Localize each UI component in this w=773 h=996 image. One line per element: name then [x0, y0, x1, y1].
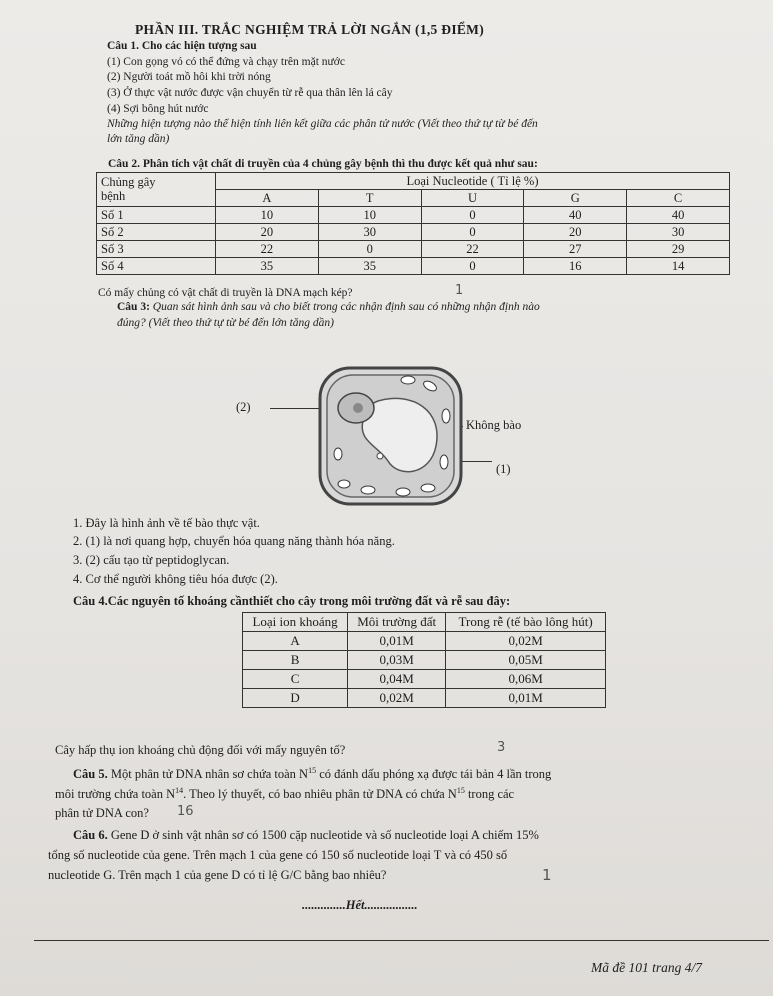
q4-handwritten-answer: 3	[497, 740, 506, 755]
q2-table	[96, 172, 730, 275]
q2-cell: 10	[216, 207, 319, 224]
q2-col-header: U	[421, 190, 524, 207]
table-row	[97, 241, 730, 258]
q2-cell: 10	[318, 207, 421, 224]
fig-pointer-2	[270, 408, 325, 409]
q1-item-1: (1) Con gọng vó có thể đứng và chạy trên mặt nước	[107, 56, 345, 68]
q2-cell: 22	[216, 241, 319, 258]
table-row	[243, 670, 606, 689]
q4-cell: 0,05M	[446, 651, 606, 670]
q5-line1-b: có đánh dấu phóng xạ được tái bản 4 lần trong	[316, 767, 552, 782]
q4-cell: 0,01M	[446, 689, 606, 708]
footer-page-code: Mã đề 101 trang 4/7	[591, 960, 702, 975]
q4-cell: D	[243, 689, 348, 708]
plant-cell-illustration	[318, 366, 463, 506]
q5-line3: phân tử DNA con?	[55, 806, 149, 820]
q4-header-row	[243, 613, 606, 632]
q2-cell: 30	[627, 224, 730, 241]
table-row	[97, 207, 730, 224]
q3-line2: đúng? (Viết theo thứ tự từ bé đến lớn tăng dần)	[117, 317, 335, 329]
q3-statement-2: 2. (1) là nơi quang hợp, chuyển hóa quang năng thành hóa năng.	[73, 534, 395, 548]
q2-cell: 27	[524, 241, 627, 258]
q2-cell: 40	[627, 207, 730, 224]
q2-cell: 35	[216, 258, 319, 275]
q6-line2: tổng số nucleotide của gene. Trên mạch 1 của gene có 150 số nucleotide loại T và có 450 số	[48, 848, 508, 862]
q6-line3: nucleotide G. Trên mạch 1 của gene D có tỉ lệ G/C bằng bao nhiêu?	[48, 868, 387, 882]
q4-cell: 0,06M	[446, 670, 606, 689]
q2-cell: 20	[216, 224, 319, 241]
q5-line2	[55, 786, 514, 802]
q2-head-strain	[97, 173, 216, 207]
q1-ask-text: Những hiện tượng nào thể hiện tính liên kết giữa các phân tử nước (Viết theo thứ tự từ bé đến	[107, 118, 538, 130]
q5-sup15: 15	[308, 766, 317, 775]
end-text: ..............Hết.................	[302, 898, 418, 912]
q2-col-header: A	[216, 190, 319, 207]
q5-line1-a: Một phân tử DNA nhân sơ chứa toàn N	[107, 767, 309, 782]
q5-handwritten-answer: 16	[177, 804, 194, 819]
q2-row-name: Số 2	[97, 224, 216, 241]
chloroplast-7	[361, 486, 375, 494]
table-row	[243, 632, 606, 651]
chloroplast-4	[440, 455, 448, 469]
footer-rule	[34, 940, 769, 941]
q6-line1	[73, 828, 539, 842]
q4-cell: 0,02M	[348, 689, 446, 708]
table-row	[97, 258, 730, 275]
q2-cell: 0	[421, 258, 524, 275]
q2-cell: 30	[318, 224, 421, 241]
q4-table	[242, 612, 606, 708]
q2-head-group: Loại Nucleotide ( Tỉ lệ %)	[216, 173, 730, 190]
chloroplast-8	[338, 480, 350, 488]
q4-cell: C	[243, 670, 348, 689]
q5-sup15-b: 15	[456, 786, 465, 795]
q2-col-header: C	[627, 190, 730, 207]
q2-title: Câu 2. Phân tích vật chất di truyền của 4 chủng gây bệnh thì thu được kết quả như sau:	[108, 158, 538, 170]
q1-item-4: (4) Sợi bông hút nước	[107, 103, 209, 115]
fig-label-2: (2)	[236, 400, 251, 414]
q4-cell: 0,04M	[348, 670, 446, 689]
section-title: PHẦN III. TRẮC NGHIỆM TRẢ LỜI NGẮN (1,5 ĐIỂM)	[135, 22, 485, 37]
q3-text1: Quan sát hình ảnh sau và cho biết trong các nhận định sau có những nhận định nào	[149, 301, 540, 313]
q4-cell: 0,01M	[348, 632, 446, 651]
q2-cell: 0	[421, 224, 524, 241]
q3-statement-4: 4. Cơ thể người không tiêu hóa được (2).	[73, 572, 278, 586]
q4-title: Câu 4.Các nguyên tố khoáng cầnthiết cho cây trong môi trường đất và rễ sau đây:	[73, 594, 511, 608]
q2-cell: 29	[627, 241, 730, 258]
q5-line2-c: trong các	[464, 787, 515, 802]
q5-line1	[73, 766, 551, 782]
q2-row-name: Số 4	[97, 258, 216, 275]
chloroplast-3	[442, 409, 450, 423]
q4-cell: 0,02M	[446, 632, 606, 651]
q1-item-2: (2) Người toát mồ hôi khi trời nóng	[107, 71, 271, 83]
q5-sup14: 14	[175, 786, 184, 795]
organelle-small	[377, 453, 383, 459]
chloroplast-6	[396, 488, 410, 496]
q2-cell: 0	[318, 241, 421, 258]
q4-col-header: Trong rễ (tế bào lông hút)	[446, 613, 606, 632]
fig-label-vacuole: Không bào	[466, 418, 522, 432]
q2-table-body	[97, 207, 730, 275]
chloroplast-5	[421, 484, 435, 492]
q6-title: Câu 6.	[73, 828, 108, 842]
q4-ask: Cây hấp thụ ion khoáng chủ động đối với mấy nguyên tố?	[55, 743, 346, 757]
nucleolus	[353, 403, 363, 413]
q2-cell: 16	[524, 258, 627, 275]
q3-line1	[117, 301, 540, 314]
q2-cell: 0	[421, 207, 524, 224]
q2-head-strain-1: Chủng gây	[101, 175, 156, 190]
q2-ask: Có mấy chủng có vật chất di truyền là DNA mạch kép?	[98, 287, 353, 299]
chloroplast-1	[401, 376, 415, 384]
q2-cell: 40	[524, 207, 627, 224]
fig-label-1: (1)	[496, 462, 511, 476]
q4-cell: A	[243, 632, 348, 651]
q2-row-name: Số 3	[97, 241, 216, 258]
q2-cell: 22	[421, 241, 524, 258]
q2-handwritten-answer: 1	[455, 283, 464, 298]
q1-ask-line2: lớn tăng dần)	[107, 133, 170, 145]
q4-table-body	[243, 632, 606, 708]
q2-cell: 20	[524, 224, 627, 241]
q4-cell: B	[243, 651, 348, 670]
q2-head-strain-2: bệnh	[101, 188, 126, 203]
q2-cell: 14	[627, 258, 730, 275]
q2-col-header: G	[524, 190, 627, 207]
table-row	[97, 224, 730, 241]
q6-line1-text: Gene D ở sinh vật nhân sơ có 1500 cặp nucleotide và số nucleotide loại A chiếm 15%	[107, 828, 539, 842]
table-row	[243, 651, 606, 670]
q5-line2-a: môi trường chứa toàn N	[55, 787, 176, 802]
chloroplast-9	[334, 448, 342, 460]
q3-statement-1: 1. Đây là hình ảnh về tế bào thực vật.	[73, 516, 260, 530]
q4-col-header: Loại ion khoáng	[243, 613, 348, 632]
q2-col-header: T	[318, 190, 421, 207]
table-row	[243, 689, 606, 708]
q4-col-header: Môi trường đất	[348, 613, 446, 632]
q3-title: Câu 3:	[117, 301, 150, 313]
q4-cell: 0,03M	[348, 651, 446, 670]
q2-cell: 35	[318, 258, 421, 275]
q5-line2-b: . Theo lý thuyết, có bao nhiêu phân tử DNA có chứa N	[183, 787, 457, 802]
q3-statement-3: 3. (2) cấu tạo từ peptidoglycan.	[73, 553, 230, 567]
q1-title: Câu 1. Cho các hiện tượng sau	[107, 40, 257, 52]
q5-title: Câu 5.	[73, 767, 108, 782]
q1-ask-line1	[107, 118, 538, 131]
q2-row-name: Số 1	[97, 207, 216, 224]
q6-handwritten-answer: 1	[542, 866, 552, 884]
q1-item-3: (3) Ở thực vật nước được vận chuyển từ rễ qua thân lên lá cây	[107, 87, 393, 99]
